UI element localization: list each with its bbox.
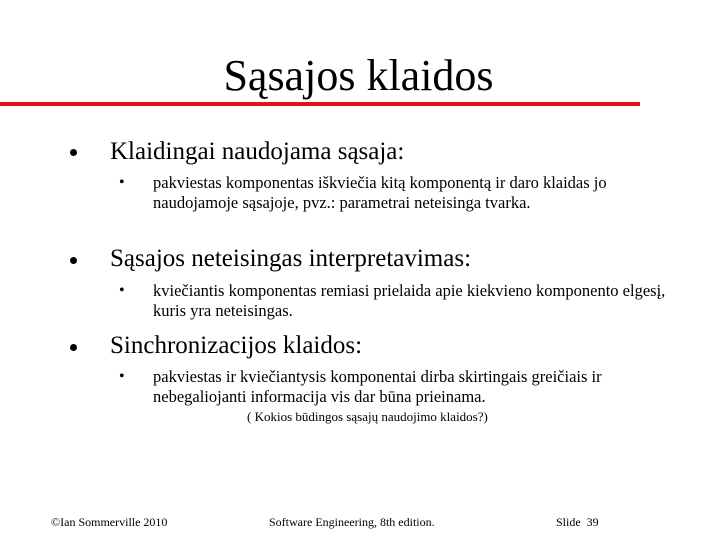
bullet-detail: pakviestas komponentas iškviečia kitą komponentą ir daro klaidas jo naudojamoje sąsajoje, pvz.: parametrai neteisinga tvarka. bbox=[153, 173, 607, 212]
title-underline bbox=[0, 102, 640, 106]
bullet-heading: Klaidingai naudojama sąsaja: bbox=[110, 138, 405, 165]
footer-slide-label: Slide bbox=[556, 515, 581, 529]
sub-bullet-dot: • bbox=[119, 368, 125, 385]
bullet-heading: Sinchronizacijos klaidos: bbox=[110, 332, 363, 359]
bullet-dot bbox=[70, 257, 77, 264]
sub-bullet-dot: • bbox=[119, 282, 125, 299]
bullet-dot bbox=[70, 149, 77, 156]
footer-slide bbox=[556, 515, 599, 530]
footer-book: Software Engineering, 8th edition. bbox=[269, 515, 435, 529]
bullet-dot bbox=[70, 344, 77, 351]
footer-copyright: ©Ian Sommerville 2010 bbox=[51, 515, 168, 529]
bullet-detail: kviečiantis komponentas remiasi prielaida apie kiekvieno komponento elgesį, kuris yra neteisingas. bbox=[153, 281, 666, 320]
slide-title: Sąsajos klaidos bbox=[223, 51, 494, 100]
bullet-detail: pakviestas ir kviečiantysis komponentai dirba skirtingais greičiais ir nebegaliojanti informacija vis dar būna prieinama. bbox=[153, 367, 602, 406]
question-note-text: ( Kokios būdingos sąsajų naudojimo klaidos?) bbox=[247, 409, 488, 424]
bullet-heading: Sąsajos neteisingas interpretavimas: bbox=[110, 245, 472, 272]
sub-bullet-dot: • bbox=[119, 174, 125, 191]
footer-slide-number: 39 bbox=[586, 515, 599, 529]
